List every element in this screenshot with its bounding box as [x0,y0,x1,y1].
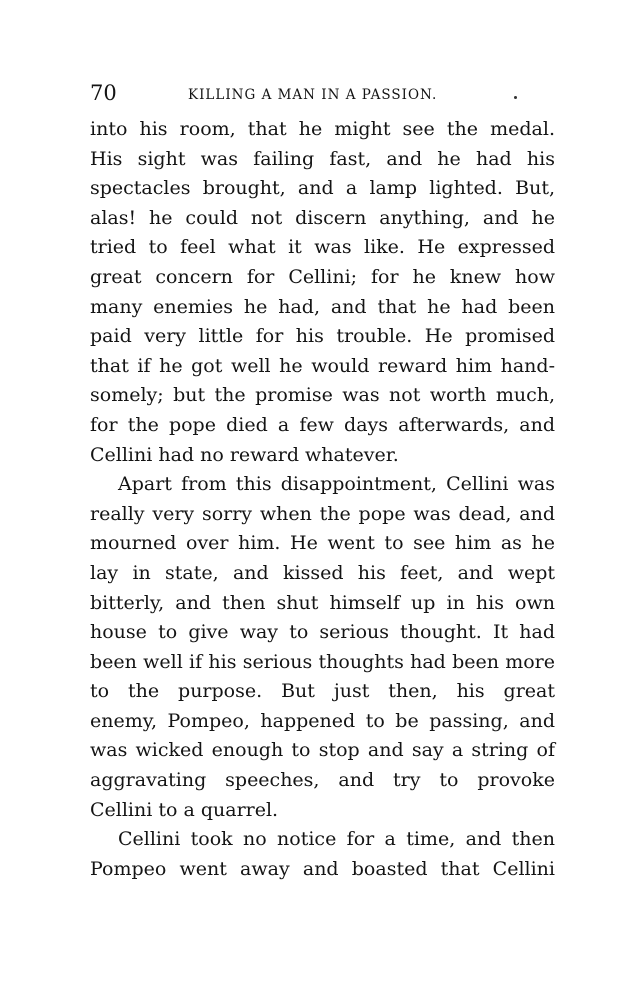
running-title: KILLING A MAN IN A PASSION. [188,87,438,103]
page-header [90,78,550,108]
paragraph-3 [90,825,555,884]
text-line: bitterly, and then shut himself up in his own [90,591,555,614]
text-line: really very sorry when the pope was dead, and [90,502,555,525]
text-line: spectacles brought, and a lamp lighted. But, [90,177,555,200]
page-number: 70 [90,81,117,105]
text-line: to the purpose. But just then, his great [90,680,555,703]
text-line: enemy, Pompeo, happened to be passing, and [90,709,555,732]
text-line: house to give way to serious thought. It had [90,621,555,644]
text-line: was wicked enough to stop and say a string of [90,739,555,762]
text-line: Cellini to a quarrel. [90,798,279,821]
text-line: lay in state, and kissed his feet, and wept [90,561,555,584]
text-line: for the pope died a few days afterwards, and [90,413,555,436]
paragraph-2 [90,470,555,825]
text-line: paid very little for his trouble. He promised [90,325,555,348]
text-line: Pompeo went away and boasted that Cellini [90,857,555,880]
body-text [90,115,555,884]
text-line: alas! he could not discern anything, and he [90,206,555,229]
ink-speck [514,96,517,99]
text-line: Apart from this disappointment, Cellini was [118,473,555,496]
paragraph-1 [90,115,555,470]
text-line: into his room, that he might see the medal. [90,118,555,140]
text-line: been well if his serious thoughts had been more [90,650,555,673]
text-line: mourned over him. He went to see him as he [90,532,555,555]
text-line: Cellini had no reward whatever. [90,443,399,466]
text-line: Cellini took no notice for a time, and then [118,828,555,851]
text-line: many enemies he had, and that he had been [90,295,555,318]
text-line: that if he got well he would reward him hand- [90,354,555,377]
text-line: tried to feel what it was like. He expressed [90,236,555,259]
text-line: aggravating speeches, and try to provoke [90,769,555,792]
text-line: His sight was failing fast, and he had his [90,147,555,170]
text-line: somely; but the promise was not worth much, [90,384,555,407]
text-line: great concern for Cellini; for he knew how [90,265,555,288]
